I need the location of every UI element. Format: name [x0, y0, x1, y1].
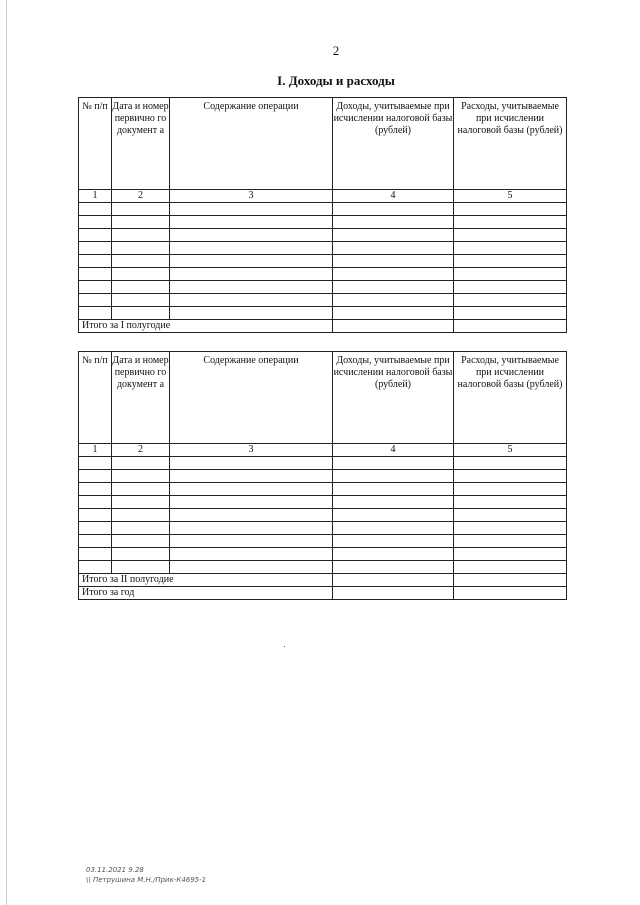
- header-income: Доходы, учитываемые при исчислении налоговой базы (рублей): [333, 352, 454, 444]
- column-number: 5: [454, 444, 567, 457]
- table-cell[interactable]: [170, 561, 333, 574]
- total-expense-cell[interactable]: [454, 320, 567, 333]
- table-cell[interactable]: [454, 268, 567, 281]
- table-cell[interactable]: [112, 255, 170, 268]
- table-cell[interactable]: [79, 255, 112, 268]
- column-number: 4: [333, 190, 454, 203]
- table-cell[interactable]: [333, 457, 454, 470]
- table-cell[interactable]: [454, 535, 567, 548]
- table-cell[interactable]: [333, 561, 454, 574]
- table-cell[interactable]: [170, 522, 333, 535]
- header-income: Доходы, учитываемые при исчислении налоговой базы (рублей): [333, 98, 454, 190]
- table-row: [79, 470, 567, 483]
- table-row: [79, 307, 567, 320]
- table-row: [79, 281, 567, 294]
- table-cell[interactable]: [454, 522, 567, 535]
- table-cell[interactable]: [333, 483, 454, 496]
- year-total-row: [79, 587, 567, 600]
- table-cell[interactable]: [79, 203, 112, 216]
- table-cell[interactable]: [79, 561, 112, 574]
- page-number: 2: [332, 43, 340, 58]
- footer-file-path: \\ Петрушина М.Н./Прик-К4695-1: [86, 876, 207, 884]
- table-row: [79, 255, 567, 268]
- header-operation: Содержание операции: [170, 98, 333, 190]
- table-cell[interactable]: [454, 457, 567, 470]
- total-income-cell[interactable]: [333, 320, 454, 333]
- table-cell[interactable]: [79, 509, 112, 522]
- table-cell[interactable]: [454, 307, 567, 320]
- table-cell[interactable]: [170, 535, 333, 548]
- table-cell[interactable]: [170, 483, 333, 496]
- income-expense-table-first-half: [78, 97, 567, 333]
- table-cell[interactable]: [79, 483, 112, 496]
- table-cell[interactable]: [79, 229, 112, 242]
- table-cell[interactable]: [79, 307, 112, 320]
- header-number: № п/п: [79, 352, 112, 444]
- table-cell[interactable]: [112, 509, 170, 522]
- table-cell[interactable]: [79, 548, 112, 561]
- section-title: I. Доходы и расходы: [277, 73, 395, 88]
- table-cell[interactable]: [170, 281, 333, 294]
- column-number: 5: [454, 190, 567, 203]
- table-cell[interactable]: [112, 268, 170, 281]
- table-cell[interactable]: [454, 203, 567, 216]
- header-operation: Содержание операции: [170, 352, 333, 444]
- table-cell[interactable]: [170, 216, 333, 229]
- column-number: 1: [79, 190, 112, 203]
- table-cell[interactable]: [333, 535, 454, 548]
- table-cell[interactable]: [170, 470, 333, 483]
- table-cell[interactable]: [170, 242, 333, 255]
- table-cell[interactable]: [333, 281, 454, 294]
- table-row: [79, 268, 567, 281]
- table-cell[interactable]: [112, 216, 170, 229]
- table-row: [79, 457, 567, 470]
- table-cell[interactable]: [112, 483, 170, 496]
- table-row: [79, 216, 567, 229]
- table-cell[interactable]: [454, 470, 567, 483]
- table-cell[interactable]: [454, 483, 567, 496]
- table-cell[interactable]: [112, 561, 170, 574]
- table-cell[interactable]: [454, 229, 567, 242]
- total-row: [79, 574, 567, 587]
- table-cell[interactable]: [454, 548, 567, 561]
- year-income-cell[interactable]: [333, 587, 454, 600]
- table-cell[interactable]: [112, 535, 170, 548]
- table-cell[interactable]: [454, 496, 567, 509]
- table-cell[interactable]: [333, 255, 454, 268]
- table-cell[interactable]: [170, 268, 333, 281]
- column-number-row: [79, 444, 567, 457]
- table-cell[interactable]: [170, 229, 333, 242]
- table-cell[interactable]: [333, 268, 454, 281]
- table-header-row: [79, 352, 567, 444]
- table-cell[interactable]: [170, 255, 333, 268]
- footer-timestamp: 03.11.2021 9.28: [86, 866, 144, 874]
- total-label: Итого за I полугодие: [79, 320, 333, 333]
- total-income-cell[interactable]: [333, 574, 454, 587]
- table-cell[interactable]: [454, 561, 567, 574]
- table-cell[interactable]: [112, 496, 170, 509]
- table-cell[interactable]: [454, 294, 567, 307]
- table-cell[interactable]: [333, 470, 454, 483]
- table-cell[interactable]: [170, 294, 333, 307]
- table-cell[interactable]: [79, 522, 112, 535]
- column-number: 1: [79, 444, 112, 457]
- column-number: 4: [333, 444, 454, 457]
- table-cell[interactable]: [112, 229, 170, 242]
- table-header-row: [79, 98, 567, 190]
- column-number-row: [79, 190, 567, 203]
- header-document: Дата и номер первично го документ а: [112, 352, 170, 444]
- table-cell[interactable]: [79, 294, 112, 307]
- table-cell[interactable]: [170, 548, 333, 561]
- table-cell[interactable]: [79, 242, 112, 255]
- year-total-label: Итого за год: [79, 587, 333, 600]
- column-number: 2: [112, 190, 170, 203]
- table-cell[interactable]: [333, 229, 454, 242]
- column-number: 3: [170, 444, 333, 457]
- table-row: [79, 535, 567, 548]
- table-row: [79, 294, 567, 307]
- table-cell[interactable]: [112, 203, 170, 216]
- table-cell[interactable]: [454, 216, 567, 229]
- table-cell[interactable]: [79, 216, 112, 229]
- table-row: [79, 522, 567, 535]
- column-number: 3: [170, 190, 333, 203]
- table-cell[interactable]: [112, 470, 170, 483]
- header-expense: Расходы, учитываемые при исчислении налоговой базы (рублей): [454, 98, 567, 190]
- year-expense-cell[interactable]: [454, 587, 567, 600]
- table-cell[interactable]: [170, 307, 333, 320]
- table-row: [79, 496, 567, 509]
- table-cell[interactable]: [454, 242, 567, 255]
- table-cell[interactable]: [112, 457, 170, 470]
- table-cell[interactable]: [333, 509, 454, 522]
- table-cell[interactable]: [79, 470, 112, 483]
- table-row: [79, 203, 567, 216]
- speck-mark: [284, 646, 285, 647]
- table-row: [79, 242, 567, 255]
- table-cell[interactable]: [79, 496, 112, 509]
- income-expense-table-second-half: [78, 351, 567, 600]
- table-cell[interactable]: [112, 548, 170, 561]
- table-cell[interactable]: [112, 242, 170, 255]
- table-cell[interactable]: [79, 281, 112, 294]
- table-cell[interactable]: [170, 496, 333, 509]
- table-row: [79, 561, 567, 574]
- total-expense-cell[interactable]: [454, 574, 567, 587]
- table-cell[interactable]: [454, 509, 567, 522]
- table-cell[interactable]: [333, 216, 454, 229]
- table-cell[interactable]: [79, 268, 112, 281]
- table-cell[interactable]: [333, 496, 454, 509]
- table-row: [79, 229, 567, 242]
- table-cell[interactable]: [454, 281, 567, 294]
- table-cell[interactable]: [333, 242, 454, 255]
- header-expense: Расходы, учитываемые при исчислении налоговой базы (рублей): [454, 352, 567, 444]
- table-cell[interactable]: [79, 457, 112, 470]
- table-cell[interactable]: [112, 307, 170, 320]
- table-cell[interactable]: [333, 548, 454, 561]
- table-cell[interactable]: [170, 509, 333, 522]
- table-cell[interactable]: [170, 203, 333, 216]
- table-cell[interactable]: [79, 535, 112, 548]
- table-cell[interactable]: [170, 457, 333, 470]
- table-cell[interactable]: [112, 522, 170, 535]
- header-number: № п/п: [79, 98, 112, 190]
- table-cell[interactable]: [333, 307, 454, 320]
- table-row: [79, 548, 567, 561]
- scan-edge-line: [6, 0, 7, 905]
- total-row: [79, 320, 567, 333]
- table-row: [79, 509, 567, 522]
- table-cell[interactable]: [333, 203, 454, 216]
- table-cell[interactable]: [112, 294, 170, 307]
- table-row: [79, 483, 567, 496]
- header-document: Дата и номер первично го документ а: [112, 98, 170, 190]
- table-cell[interactable]: [333, 294, 454, 307]
- total-label: Итого за II полугодие: [79, 574, 333, 587]
- column-number: 2: [112, 444, 170, 457]
- table-cell[interactable]: [112, 281, 170, 294]
- table-cell[interactable]: [333, 522, 454, 535]
- table-cell[interactable]: [454, 255, 567, 268]
